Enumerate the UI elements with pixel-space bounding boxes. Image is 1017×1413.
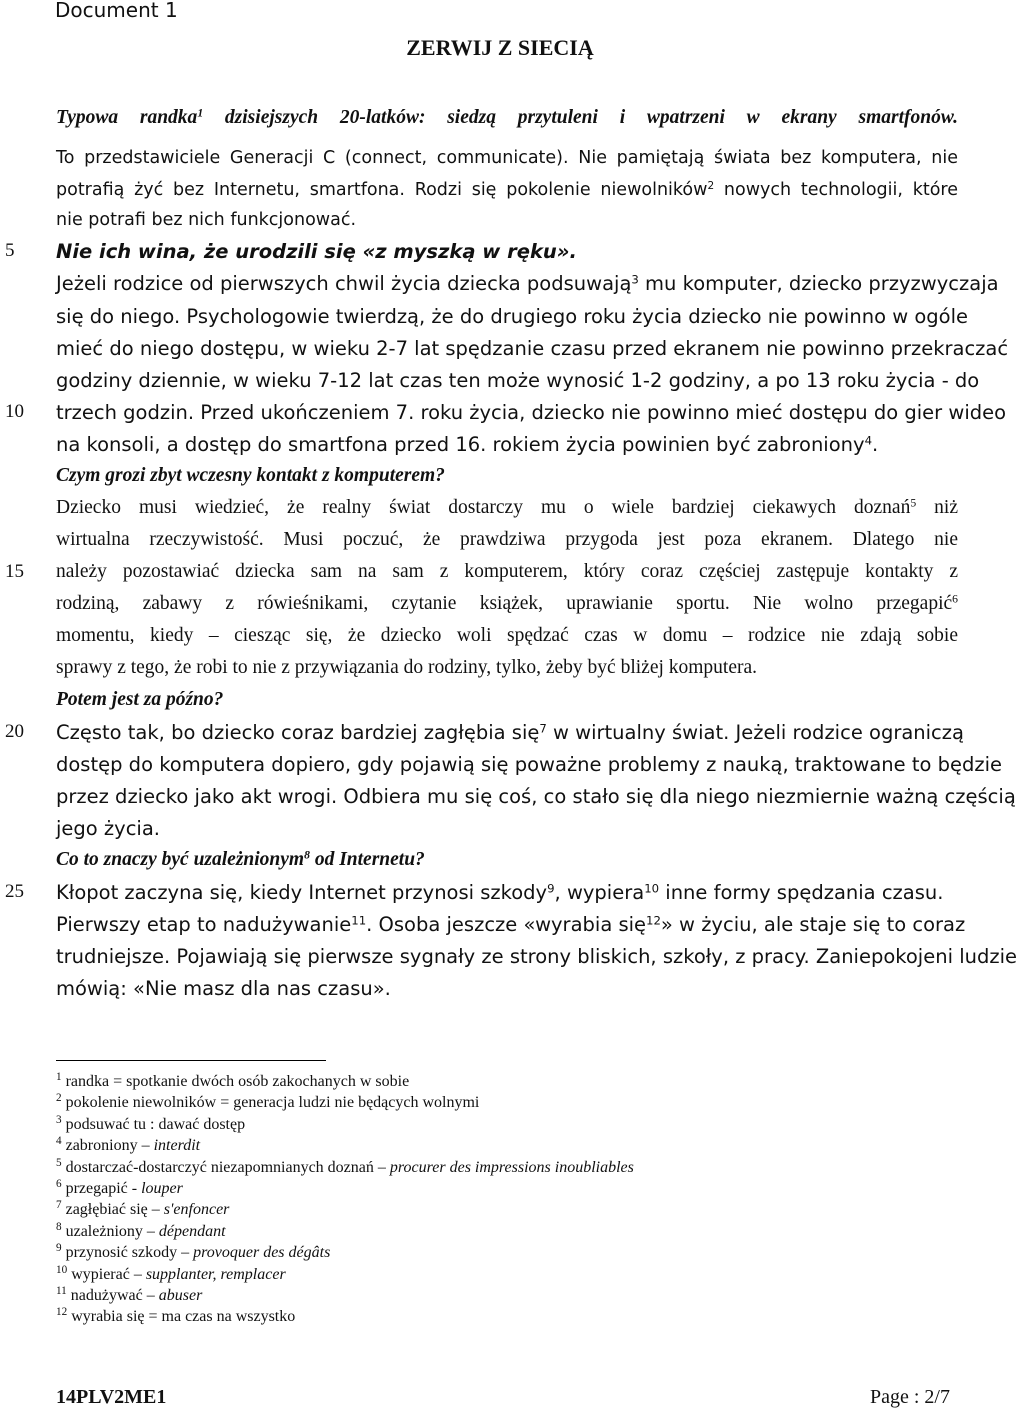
text-segment: Pierwszy etap to nadużywanie <box>56 913 352 936</box>
footnote-definition: zagłębiać się – <box>61 1201 164 1218</box>
body-line <box>56 785 1016 808</box>
page-title: ZERWIJ Z SIECIĄ <box>406 35 594 60</box>
body-line <box>56 401 1007 424</box>
body-line <box>56 305 968 328</box>
body-line <box>56 210 356 230</box>
footnote-item <box>56 1263 286 1284</box>
footnote-number: 3 <box>56 1113 62 1126</box>
text-segment: na konsoli, a dostęp do smartfona przed 16. rokiem życia powinien być zabroniony <box>56 433 865 456</box>
text-segment: rodziną, zabawy z rówieśnikami, czytanie książek, uprawianie sportu. Nie wolno przegapić <box>56 593 953 614</box>
body-line <box>56 107 958 129</box>
text-segment: Dziecko musi wiedzieć, że realny świat dostarczy mu o wiele bardziej ciekawych doznań <box>56 497 911 518</box>
footnote-definition: przynosić szkody – <box>61 1244 194 1261</box>
body-line <box>56 272 999 295</box>
text-segment: nie potrafi bez nich funkcjonować. <box>56 210 357 230</box>
text-segment: nowych technologii, które <box>714 180 958 200</box>
footnote-ref: 7 <box>539 721 547 736</box>
footnote-item <box>56 1284 203 1305</box>
footnote-item <box>56 1305 296 1326</box>
text-segment: mu komputer, dziecko przyzwyczaja <box>638 272 999 295</box>
footnote-number: 8 <box>56 1220 62 1233</box>
footnote-ref: 9 <box>547 881 555 896</box>
footnote-translation: s'enfoncer <box>163 1201 230 1218</box>
text-segment: należy pozostawiać dziecka sam na sam z komputerem, który coraz częściej zastępuje kontakty z <box>56 561 958 582</box>
line-number: 10 <box>5 401 24 422</box>
footnote-translation: interdit <box>153 1137 201 1154</box>
text-segment: trudniejsze. Pojawiają się pierwsze sygnały ze strony bliskich, szkoły, z pracy. Zaniepokojeni ludzie <box>56 945 1017 968</box>
footnote-definition: wyrabia się = ma czas na wszystko <box>67 1308 296 1325</box>
text-segment: godziny dziennie, w wieku 7-12 lat czas ten może wynosić 1-2 godziny, a po 13 roku życia - do <box>56 369 980 392</box>
line-number: 25 <box>5 881 24 902</box>
text-segment: sprawy z tego, że robi to nie z przywiązania do rodziny, tylko, żeby być bliżej komputera. <box>56 657 758 678</box>
text-segment: , wypiera <box>554 881 645 904</box>
footnote-definition: wypierać – <box>67 1266 146 1283</box>
body-line <box>56 913 966 936</box>
body-line <box>56 721 964 744</box>
text-segment: wirtualna rzeczywistość. Musi poczuć, że prawdziwa przygoda jest poza ekranem. Dlatego nie <box>56 529 958 550</box>
footnote-number: 10 <box>56 1263 68 1276</box>
footnote-ref: 11 <box>351 913 367 928</box>
footnote-ref: 12 <box>646 913 661 928</box>
body-line <box>56 337 1009 360</box>
body-line <box>56 881 943 904</box>
text-segment: w wirtualny świat. Jeżeli rodzice ograniczą <box>546 721 964 744</box>
footnote-ref: 8 <box>304 848 310 862</box>
footnote-item <box>56 1177 183 1198</box>
footnote-number: 9 <box>56 1241 62 1254</box>
body-line <box>56 465 445 487</box>
body-line <box>56 180 958 200</box>
footnote-item <box>56 1134 201 1155</box>
text-segment: mówią: «Nie masz dla nas czasu». <box>56 977 391 1000</box>
footnote-item <box>56 1091 480 1112</box>
footnote-separator <box>56 1060 326 1061</box>
text-segment: Jeżeli rodzice od pierwszych chwil życia dziecka podsuwają <box>56 272 632 295</box>
footnote-definition: randka = spotkanie dwóch osób zakochanych w sobie <box>61 1073 410 1090</box>
footnote-number: 4 <box>56 1134 62 1147</box>
body-line <box>56 945 1017 968</box>
text-segment: od Internetu? <box>309 849 425 870</box>
footnote-item <box>56 1241 331 1262</box>
line-number: 20 <box>5 721 24 742</box>
footnote-item <box>56 1070 410 1091</box>
text-segment: niż <box>916 497 958 518</box>
text-segment: Czym grozi zbyt wczesny kontakt z komputerem? <box>56 465 445 486</box>
text-segment: Często tak, bo dziecko coraz bardziej zagłębia się <box>56 721 540 744</box>
body-line <box>56 977 391 1000</box>
text-segment: Potem jest za późno? <box>56 689 224 710</box>
text-segment: jego życia. <box>56 817 160 840</box>
body-line <box>56 433 878 456</box>
footnote-number: 2 <box>56 1091 62 1104</box>
text-segment: momentu, kiedy – ciesząc się, że dziecko woli spędzać czas w domu – rodzice nie zdają sobie <box>56 625 958 646</box>
text-segment: mieć do niego dostępu, w wieku 2-7 lat spędzanie czasu przed ekranem nie powinno przekraczać <box>56 337 1009 360</box>
footnote-definition: podsuwać tu : dawać dostęp <box>61 1116 246 1133</box>
text-segment: dostęp do komputera dopiero, gdy pojawią się poważne problemy z nauką, traktowane to będzie <box>56 753 1003 776</box>
footnote-definition: uzależniony – <box>61 1223 159 1240</box>
footnote-number: 11 <box>56 1284 67 1297</box>
body-line <box>56 497 958 519</box>
text-segment: Nie ich wina, że urodzili się «z myszką w ręku». <box>56 240 577 263</box>
footnote-number: 6 <box>56 1177 62 1190</box>
footnote-translation: abuser <box>158 1287 203 1304</box>
footnote-ref: 6 <box>952 592 958 606</box>
footnote-item <box>56 1198 230 1219</box>
footnote-ref: 5 <box>910 496 917 510</box>
body-line <box>56 593 958 615</box>
text-segment: Typowa randka <box>56 107 198 128</box>
footnote-number: 5 <box>56 1156 62 1169</box>
body-line <box>56 148 958 168</box>
text-segment: się do niego. <box>56 305 181 328</box>
footnote-translation: supplanter, remplacer <box>145 1266 286 1283</box>
footnote-number: 1 <box>56 1070 62 1083</box>
footnote-ref: 10 <box>644 881 660 896</box>
footnote-translation: louper <box>141 1180 183 1197</box>
footnote-definition: przegapić - <box>61 1180 142 1197</box>
footnote-item <box>56 1113 246 1134</box>
text-segment: » w życiu, ale staje się to coraz <box>660 913 966 936</box>
body-line <box>56 689 223 711</box>
footnote-ref: 3 <box>631 272 639 287</box>
footnote-number: 7 <box>56 1198 62 1211</box>
footnote-item <box>56 1156 634 1177</box>
text-segment: inne formy spędzania czasu. <box>659 881 944 904</box>
body-line <box>56 561 958 583</box>
body-line <box>56 849 425 871</box>
footnote-ref: 4 <box>864 433 872 448</box>
text-segment: . Osoba jeszcze «wyrabia się <box>366 913 647 936</box>
text-segment: potrafią żyć bez Internetu, smartfona. Rodzi się pokolenie niewolników <box>56 180 708 200</box>
footnote-ref: 2 <box>707 180 715 193</box>
document-name: Document 1 <box>55 0 178 22</box>
document-code: 14PLV2ME1 <box>56 1386 167 1408</box>
footnote-item <box>56 1220 226 1241</box>
footnote-number: 12 <box>56 1305 68 1318</box>
body-line <box>56 657 757 679</box>
text-segment: dzisiejszych 20-latków: siedzą przytuleni i wpatrzeni w ekrany smartfonów. <box>203 107 958 128</box>
line-number: 5 <box>5 240 15 261</box>
body-line <box>56 625 958 647</box>
text-segment: To przedstawiciele Generacji C (connect, communicate). Nie pamiętają świata bez komputera, nie <box>56 148 958 168</box>
page-number: Page : 2/7 <box>870 1386 950 1408</box>
text-segment: Kłopot zaczyna się, kiedy Internet przynosi szkody <box>56 881 548 904</box>
text-segment: Psychologowie twierdzą, że do drugiego roku życia dziecko nie powinno w ogóle <box>180 305 968 328</box>
footnote-ref: 1 <box>197 106 204 120</box>
body-line <box>56 240 577 263</box>
body-line <box>56 753 1003 776</box>
line-number: 15 <box>5 561 24 582</box>
footnote-translation: dépendant <box>158 1223 226 1240</box>
footnote-definition: dostarczać-dostarczyć niezapomnianych doznań – <box>61 1159 390 1176</box>
footnote-translation: procurer des impressions inoubliables <box>389 1159 634 1176</box>
text-segment: Co to znaczy być uzależnionym <box>56 849 305 870</box>
footnote-definition: zabroniony – <box>61 1137 154 1154</box>
body-line <box>56 529 958 551</box>
footnote-definition: nadużywać – <box>66 1287 159 1304</box>
body-line <box>56 369 980 392</box>
footnote-translation: provoquer des dégâts <box>193 1244 331 1261</box>
text-segment: trzech godzin. Przed ukończeniem 7. roku życia, dziecko nie powinno mieć dostępu do gier wideo <box>56 401 1007 424</box>
text-segment: . <box>872 433 879 456</box>
body-line <box>56 817 160 840</box>
text-segment: przez dziecko jako akt wrogi. Odbiera mu się coś, co stało się dla niego niezmiernie ważną częścią <box>56 785 1016 808</box>
footnote-definition: pokolenie niewolników = generacja ludzi nie będących wolnymi <box>61 1094 480 1111</box>
